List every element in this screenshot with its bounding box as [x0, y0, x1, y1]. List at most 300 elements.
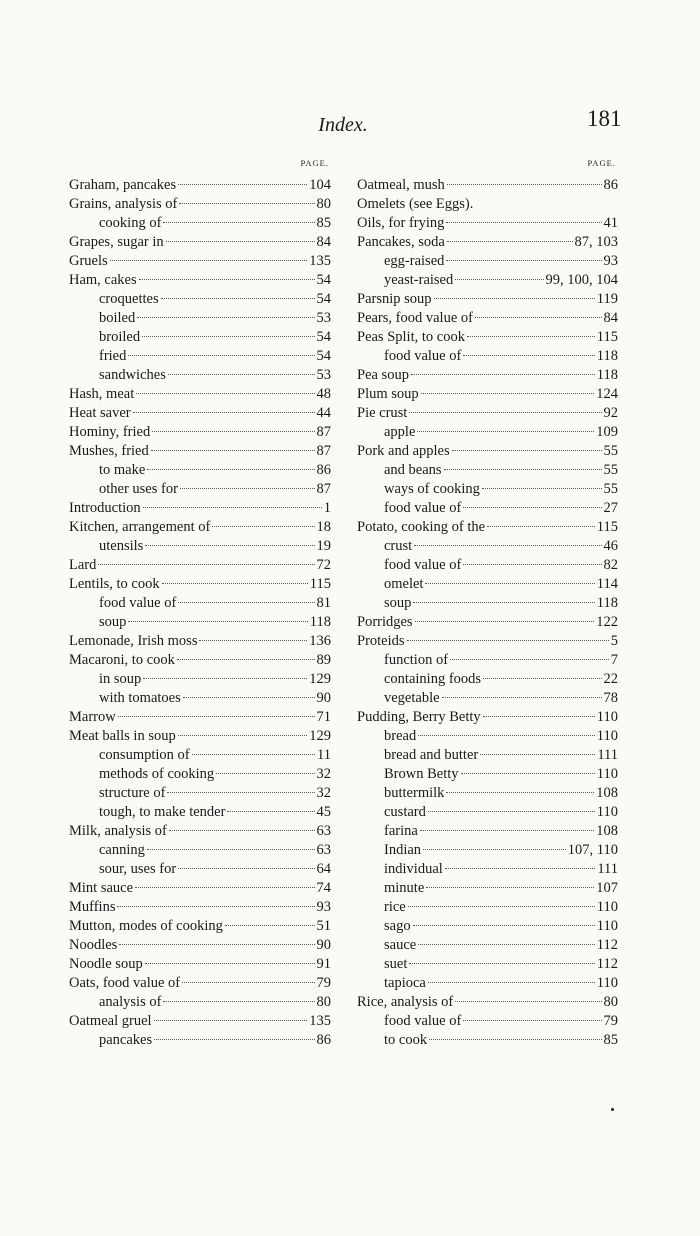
entry-term: individual	[384, 861, 443, 877]
dot-leader	[137, 317, 314, 318]
dot-leader	[154, 1039, 314, 1040]
index-subentry	[357, 670, 618, 689]
dot-leader	[128, 621, 307, 622]
entry-term: Hominy, fried	[69, 424, 151, 440]
entry-term: Oatmeal gruel	[69, 1013, 152, 1029]
index-entry	[357, 385, 618, 404]
index-entry	[357, 309, 618, 328]
entry-page-number: 72	[316, 557, 331, 573]
entry-term: food value of	[384, 557, 462, 573]
index-subentry	[69, 214, 331, 233]
entry-term: crust	[384, 538, 413, 554]
index-subentry	[357, 575, 618, 594]
entry-page-number: 32	[316, 766, 331, 782]
entry-term: pancakes	[99, 1032, 153, 1048]
index-subentry	[357, 556, 618, 575]
dot-leader	[183, 697, 315, 698]
entry-page-number: 111	[597, 861, 618, 877]
index-subentry	[357, 784, 618, 803]
dot-leader	[425, 583, 594, 584]
entry-term: buttermilk	[384, 785, 445, 801]
dot-leader	[178, 602, 314, 603]
dot-leader	[119, 944, 314, 945]
entry-term: Mutton, modes of cooking	[69, 918, 223, 934]
entry-page-number: 53	[316, 367, 331, 383]
page-number: 181	[587, 106, 622, 131]
entry-term: Heat saver	[69, 405, 131, 421]
entry-page-number: 119	[596, 291, 618, 307]
index-entry	[357, 290, 618, 309]
entry-term: soup	[99, 614, 127, 630]
dot-leader	[136, 393, 314, 394]
entry-page-number: 79	[316, 975, 331, 991]
dot-leader	[227, 811, 314, 812]
dot-leader	[463, 507, 601, 508]
entry-page-number: 45	[316, 804, 331, 820]
dot-leader	[444, 469, 602, 470]
index-subentry	[357, 936, 618, 955]
index-subentry	[357, 765, 618, 784]
index-subentry	[357, 746, 618, 765]
entry-term: sauce	[384, 937, 417, 953]
entry-page-number: 93	[316, 899, 331, 915]
index-subentry	[69, 537, 331, 556]
entry-term: omelet	[384, 576, 424, 592]
dot-leader	[483, 716, 595, 717]
index-subentry	[69, 993, 331, 1012]
entry-term: yeast-raised	[384, 272, 454, 288]
dot-leader	[178, 184, 307, 185]
dot-leader	[463, 564, 601, 565]
index-subentry	[357, 499, 618, 518]
entry-page-number: 54	[316, 348, 331, 364]
entry-term: Graham, pancakes	[69, 177, 177, 193]
index-subentry	[357, 1031, 618, 1050]
entry-page-number: 93	[603, 253, 618, 269]
dot-leader	[414, 545, 601, 546]
entry-page-number: 54	[316, 291, 331, 307]
entry-term: Pudding, Berry Betty	[357, 709, 481, 725]
entry-term: Grapes, sugar in	[69, 234, 164, 250]
index-subentry	[357, 955, 618, 974]
index-entry	[357, 518, 618, 537]
dot-leader	[450, 659, 609, 660]
dot-leader	[168, 374, 315, 375]
entry-page-number: 118	[309, 614, 331, 630]
entry-page-number: 122	[596, 614, 618, 630]
dot-leader	[161, 298, 315, 299]
dot-leader	[446, 792, 594, 793]
entry-term: Pie crust	[357, 405, 408, 421]
entry-page-number: 114	[596, 576, 618, 592]
entry-page-number: 91	[316, 956, 331, 972]
dot-leader	[147, 849, 315, 850]
entry-term: Noodle soup	[69, 956, 143, 972]
index-entry	[69, 252, 331, 271]
running-head-title: Index.	[318, 114, 368, 136]
index-entry	[357, 214, 618, 233]
entry-term: food value of	[384, 1013, 462, 1029]
entry-page-number: 87	[316, 424, 331, 440]
entry-term: food value of	[384, 500, 462, 516]
dot-leader	[455, 279, 543, 280]
dot-leader	[128, 355, 314, 356]
entry-term: containing foods	[384, 671, 482, 687]
dot-leader	[118, 716, 315, 717]
dot-leader	[428, 811, 595, 812]
entry-page-number: 18	[316, 519, 331, 535]
index-entry	[69, 271, 331, 290]
dot-leader	[163, 222, 314, 223]
dot-leader	[142, 336, 314, 337]
entry-term: Grains, analysis of	[69, 196, 178, 212]
entry-page-number: 107	[596, 880, 618, 896]
dot-leader	[135, 887, 314, 888]
entry-page-number: 86	[603, 177, 618, 193]
entry-term: Proteids	[357, 633, 405, 649]
entry-page-number: 64	[316, 861, 331, 877]
entry-term: suet	[384, 956, 408, 972]
entry-page-number: 78	[603, 690, 618, 706]
entry-page-number: 90	[316, 937, 331, 953]
dot-leader	[418, 735, 595, 736]
dot-leader	[475, 317, 602, 318]
index-subentry	[357, 727, 618, 746]
entry-term: Lemonade, Irish moss	[69, 633, 198, 649]
index-subentry	[69, 860, 331, 879]
dot-leader	[143, 507, 322, 508]
index-entry	[69, 442, 331, 461]
entry-term: Brown Betty	[384, 766, 459, 782]
index-entry	[357, 328, 618, 347]
entry-page-number: 74	[316, 880, 331, 896]
entry-page-number: 63	[316, 842, 331, 858]
index-subentry	[357, 537, 618, 556]
entry-page-number: 118	[596, 595, 618, 611]
entry-term: consumption of	[99, 747, 190, 763]
entry-term: Noodles	[69, 937, 118, 953]
entry-term: rice	[384, 899, 406, 915]
entry-term: Parsnip soup	[357, 291, 432, 307]
entry-page-number: 111	[597, 747, 618, 763]
entry-term: bread and butter	[384, 747, 479, 763]
entry-page-number: 51	[316, 918, 331, 934]
index-subentry	[69, 366, 331, 385]
entry-page-number: 27	[603, 500, 618, 516]
entry-term: Porridges	[357, 614, 413, 630]
dot-leader	[417, 431, 594, 432]
entry-term: Marrow	[69, 709, 116, 725]
entry-term: soup	[384, 595, 412, 611]
entry-term: Oatmeal, mush	[357, 177, 445, 193]
index-entry	[69, 385, 331, 404]
dot-leader	[463, 1020, 601, 1021]
dot-leader	[483, 678, 601, 679]
entry-term: Plum soup	[357, 386, 419, 402]
entry-term: with tomatoes	[99, 690, 181, 706]
entry-page-number: 55	[603, 462, 618, 478]
entry-term: custard	[384, 804, 426, 820]
entry-term: to cook	[384, 1032, 428, 1048]
entry-page-number: 110	[596, 918, 618, 934]
dot-leader	[409, 412, 601, 413]
dot-leader	[445, 868, 596, 869]
index-subentry	[357, 461, 618, 480]
entry-term: fried	[99, 348, 127, 364]
dot-leader	[463, 355, 594, 356]
index-subentry	[69, 1031, 331, 1050]
entry-page-number: 82	[603, 557, 618, 573]
entry-term: sago	[384, 918, 411, 934]
entry-page-number: 112	[596, 956, 618, 972]
dot-leader	[147, 469, 314, 470]
dot-leader	[151, 450, 315, 451]
entry-term: analysis of	[99, 994, 162, 1010]
entry-term: in soup	[99, 671, 142, 687]
entry-page-number: 115	[309, 576, 331, 592]
entry-term: Mushes, fried	[69, 443, 149, 459]
entry-page-number: 63	[316, 823, 331, 839]
entry-page-number: 135	[309, 253, 331, 269]
dot-leader	[452, 450, 602, 451]
index-entry	[357, 366, 618, 385]
dot-leader	[423, 849, 566, 850]
dot-leader	[413, 602, 594, 603]
entry-page-number: 46	[603, 538, 618, 554]
entry-page-number: 84	[316, 234, 331, 250]
index-entry	[69, 233, 331, 252]
dot-leader	[455, 1001, 601, 1002]
entry-term: Meat balls in soup	[69, 728, 176, 744]
index-entry	[69, 955, 331, 974]
dot-leader	[442, 697, 602, 698]
entry-page-number: 135	[309, 1013, 331, 1029]
index-entry	[69, 1012, 331, 1031]
entry-page-number: 84	[603, 310, 618, 326]
entry-page-number: 5	[610, 633, 618, 649]
dot-leader	[428, 982, 595, 983]
entry-page-number: 54	[316, 329, 331, 345]
index-column-right	[357, 154, 618, 1050]
index-entry	[69, 518, 331, 537]
entry-term: Oats, food value of	[69, 975, 181, 991]
entry-page-number: 85	[603, 1032, 618, 1048]
dot-leader	[169, 830, 315, 831]
index-subentry	[69, 803, 331, 822]
entry-page-number: 85	[316, 215, 331, 231]
entry-page-number: 81	[316, 595, 331, 611]
entry-term: ways of cooking	[384, 481, 480, 497]
index-subentry	[69, 613, 331, 632]
entry-page-number: 118	[596, 367, 618, 383]
index-entry	[69, 727, 331, 746]
dot-leader	[447, 184, 602, 185]
index-entry	[357, 613, 618, 632]
entry-page-number: 48	[316, 386, 331, 402]
entry-term: Pea soup	[357, 367, 409, 383]
entry-term: Pork and apples	[357, 443, 450, 459]
dot-leader	[461, 773, 595, 774]
entry-term: Lentils, to cook	[69, 576, 160, 592]
entry-term: other uses for	[99, 481, 178, 497]
entry-term: methods of cooking	[99, 766, 215, 782]
index-subentry	[357, 423, 618, 442]
index-subentry	[357, 347, 618, 366]
index-subentry	[69, 328, 331, 347]
entry-page-number: 110	[596, 899, 618, 915]
dot-leader	[446, 222, 601, 223]
dot-leader	[409, 963, 594, 964]
index-entry	[357, 708, 618, 727]
entry-page-number: 7	[610, 652, 618, 668]
dot-leader	[178, 735, 308, 736]
entry-page-number: 86	[316, 462, 331, 478]
ink-speck	[611, 1108, 614, 1111]
dot-leader	[408, 906, 595, 907]
index-entry	[69, 499, 331, 518]
entry-page-number: 89	[316, 652, 331, 668]
dot-leader	[167, 792, 314, 793]
index-entry	[69, 651, 331, 670]
entry-term: croquettes	[99, 291, 159, 307]
dot-leader	[415, 621, 595, 622]
index-entry	[357, 404, 618, 423]
index-subentry	[357, 898, 618, 917]
index-entry	[357, 195, 618, 214]
entry-term: food value of	[384, 348, 462, 364]
entry-page-number: 80	[603, 994, 618, 1010]
index-subentry	[357, 480, 618, 499]
entry-page-number: 99, 100, 104	[545, 272, 618, 288]
entry-page-number: 110	[596, 975, 618, 991]
entry-term: Potato, cooking of the	[357, 519, 486, 535]
dot-leader	[429, 1039, 601, 1040]
entry-term: Muffins	[69, 899, 116, 915]
index-column-left	[69, 154, 331, 1050]
entry-term: utensils	[99, 538, 144, 554]
index-entry	[69, 575, 331, 594]
dot-leader	[407, 640, 609, 641]
dot-leader	[180, 488, 315, 489]
entry-term: Gruels	[69, 253, 108, 269]
entry-term: Mint sauce	[69, 880, 134, 896]
dot-leader	[117, 906, 314, 907]
entry-page-number: 86	[316, 1032, 331, 1048]
index-entry	[69, 708, 331, 727]
entry-term: canning	[99, 842, 145, 858]
index-subentry	[69, 841, 331, 860]
dot-leader	[110, 260, 308, 261]
entry-term: cooking of	[99, 215, 162, 231]
dot-leader	[179, 203, 314, 204]
index-subentry	[69, 347, 331, 366]
dot-leader	[426, 887, 594, 888]
entry-page-number: 110	[596, 728, 618, 744]
entry-page-number: 11	[317, 747, 331, 763]
dot-leader	[421, 393, 595, 394]
entry-page-number: 115	[596, 329, 618, 345]
dot-leader	[487, 526, 595, 527]
entry-term: tough, to make tender	[99, 804, 226, 820]
dot-leader	[480, 754, 595, 755]
entry-page-number: 129	[309, 671, 331, 687]
entry-page-number: 124	[596, 386, 618, 402]
entry-term: sour, uses for	[99, 861, 177, 877]
entry-page-number: 110	[596, 709, 618, 725]
entry-page-number: 71	[316, 709, 331, 725]
entry-term: broiled	[99, 329, 141, 345]
entry-term: egg-raised	[384, 253, 445, 269]
entry-page-number: 87	[316, 481, 331, 497]
dot-leader	[139, 279, 315, 280]
dot-leader	[162, 583, 308, 584]
entry-term: to make	[99, 462, 146, 478]
entry-page-number: 1	[323, 500, 331, 516]
entry-page-number: 115	[596, 519, 618, 535]
entry-term: minute	[384, 880, 425, 896]
entry-term: Indian	[384, 842, 422, 858]
entry-term: Pears, food value of	[357, 310, 473, 326]
dot-leader	[166, 241, 315, 242]
index-subentry	[69, 746, 331, 765]
entry-page-number: 54	[316, 272, 331, 288]
entry-page-number: 87, 103	[574, 234, 618, 250]
entry-term: Milk, analysis of	[69, 823, 167, 839]
entry-page-number: 55	[603, 443, 618, 459]
dot-leader	[212, 526, 314, 527]
dot-leader	[145, 545, 314, 546]
index-subentry	[357, 271, 618, 290]
dot-leader	[145, 963, 315, 964]
entry-term: Introduction	[69, 500, 141, 516]
entry-term: Lard	[69, 557, 97, 573]
index-entry	[69, 404, 331, 423]
index-subentry	[69, 765, 331, 784]
entry-page-number: 19	[316, 538, 331, 554]
entry-page-number: 80	[316, 994, 331, 1010]
index-subentry	[357, 1012, 618, 1031]
index-subentry	[357, 594, 618, 613]
index-subentry	[69, 461, 331, 480]
dot-leader	[133, 412, 315, 413]
entry-term: tapioca	[384, 975, 426, 991]
index-entry	[357, 442, 618, 461]
entry-term: vegetable	[384, 690, 440, 706]
entry-page-number: 87	[316, 443, 331, 459]
entry-term: Hash, meat	[69, 386, 135, 402]
entry-term: function of	[384, 652, 449, 668]
entry-term: bread	[384, 728, 417, 744]
index-subentry	[357, 252, 618, 271]
dot-leader	[420, 830, 594, 831]
entry-term: structure of	[99, 785, 166, 801]
entry-term: apple	[384, 424, 416, 440]
entry-term: Ham, cakes	[69, 272, 137, 288]
entry-term: Peas Split, to cook	[357, 329, 465, 345]
entry-term: and beans	[384, 462, 442, 478]
index-entry	[69, 917, 331, 936]
dot-leader	[482, 488, 602, 489]
dot-leader	[225, 925, 315, 926]
index-entry	[69, 974, 331, 993]
entry-page-number: 136	[309, 633, 331, 649]
index-entry	[69, 879, 331, 898]
index-entry	[69, 632, 331, 651]
entry-page-number: 90	[316, 690, 331, 706]
dot-leader	[154, 1020, 308, 1021]
index-entry	[69, 423, 331, 442]
index-entry	[69, 195, 331, 214]
